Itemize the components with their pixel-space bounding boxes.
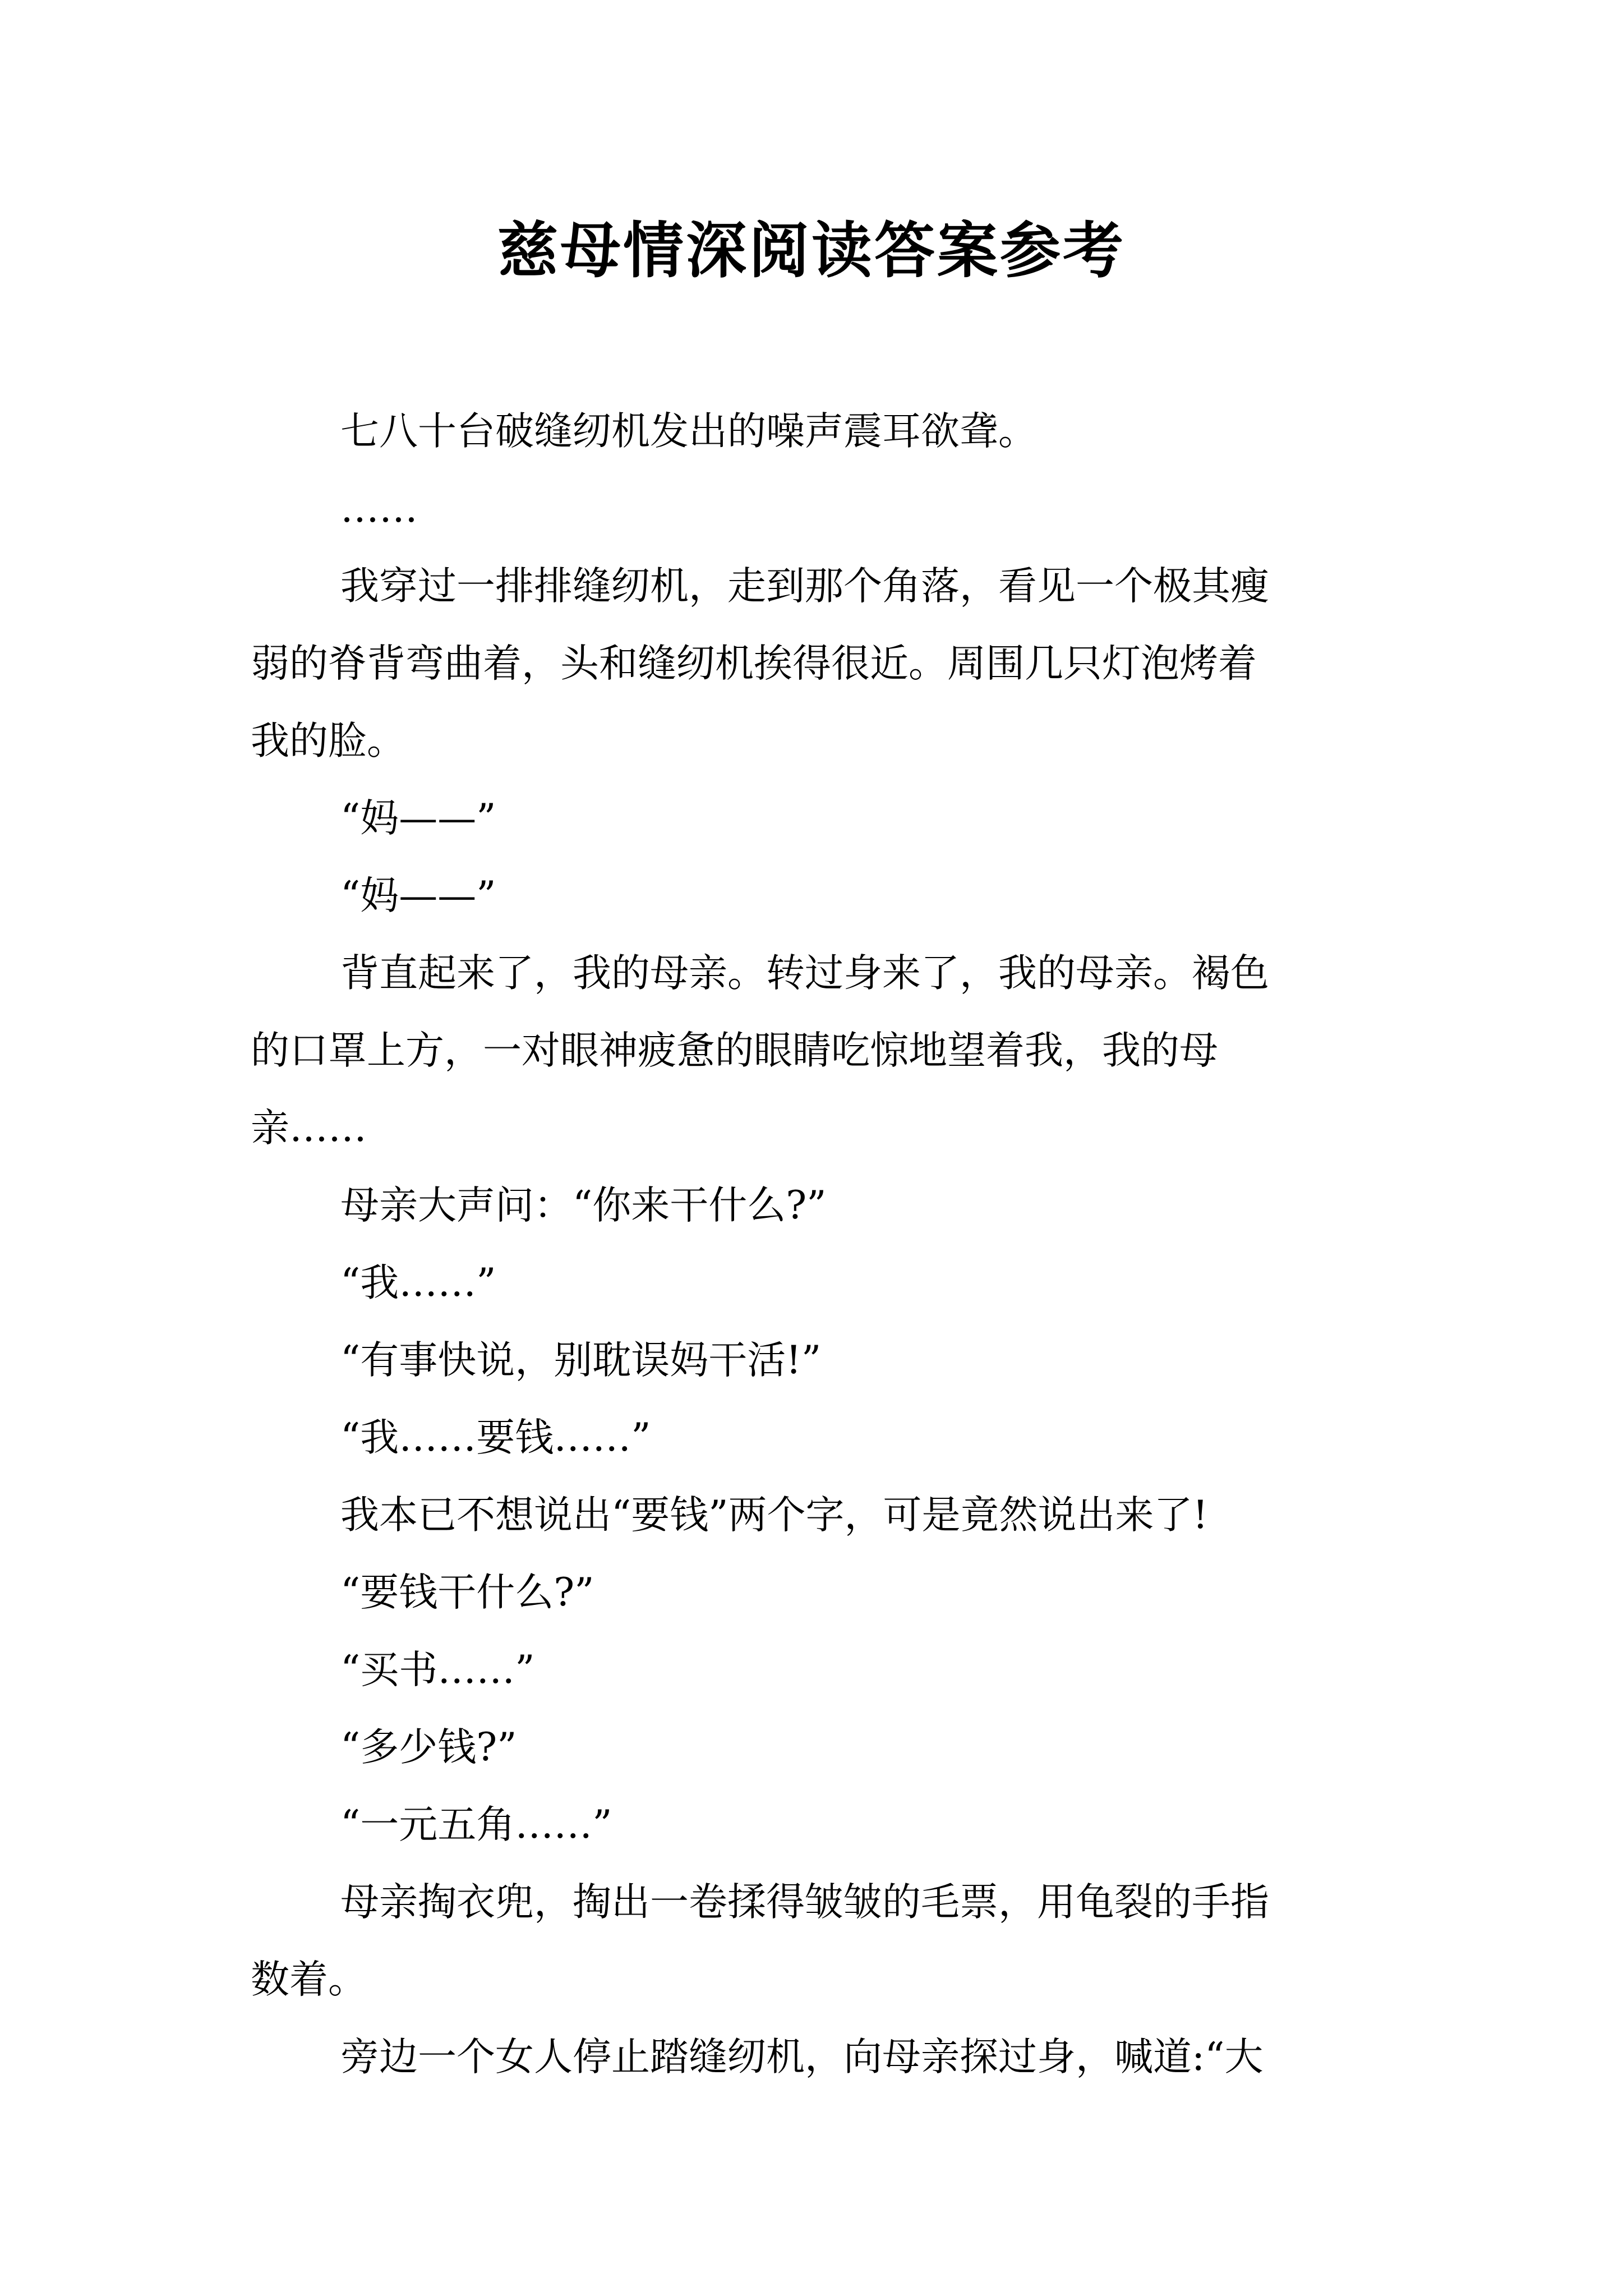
text-line: 弱的脊背弯曲着，头和缝纫机挨得很近。周围几只灯泡烤着	[251, 641, 1257, 686]
text-line: ……	[340, 486, 418, 531]
text-line: 旁边一个女人停止踏缝纫机，向母亲探过身，喊道:“大	[340, 2035, 1264, 2079]
page-title: 慈母情深阅读答案参考	[497, 215, 1126, 286]
text-line: 母亲大声问：“你来干什么?”	[340, 1183, 827, 1228]
text-line: 的口罩上方，一对眼神疲惫的眼睛吃惊地望着我，我的母	[251, 1028, 1218, 1073]
text-line: 背直起来了，我的母亲。转过身来了，我的母亲。褐色	[340, 951, 1269, 996]
document-body	[251, 393, 1389, 2096]
text-line: “要钱干什么?”	[340, 1570, 594, 1615]
text-line: “妈——”	[340, 796, 496, 841]
text-line: 七八十台破缝纫机发出的噪声震耳欲聋。	[340, 409, 1037, 454]
text-line: “买书……”	[340, 1648, 535, 1692]
text-line: “多少钱?”	[340, 1725, 517, 1770]
text-line: 我本已不想说出“要钱”两个字，可是竟然说出来了!	[340, 1493, 1209, 1538]
text-line: “我……要钱……”	[340, 1415, 651, 1460]
text-line: 我穿过一排排缝纫机，走到那个角落，看见一个极其瘦	[340, 564, 1269, 609]
text-line: 我的脸。	[251, 719, 405, 763]
text-line: “我……”	[340, 1260, 496, 1305]
text-line: 母亲掏衣兜，掏出一卷揉得皱皱的毛票，用龟裂的手指	[340, 1880, 1269, 1925]
text-line: 亲……	[251, 1106, 367, 1151]
text-line: 数着。	[251, 1957, 367, 2002]
text-line: “有事快说，别耽误妈干活!”	[340, 1338, 822, 1383]
text-line: “一元五角……”	[340, 1802, 612, 1847]
text-line: “妈——”	[340, 873, 496, 918]
